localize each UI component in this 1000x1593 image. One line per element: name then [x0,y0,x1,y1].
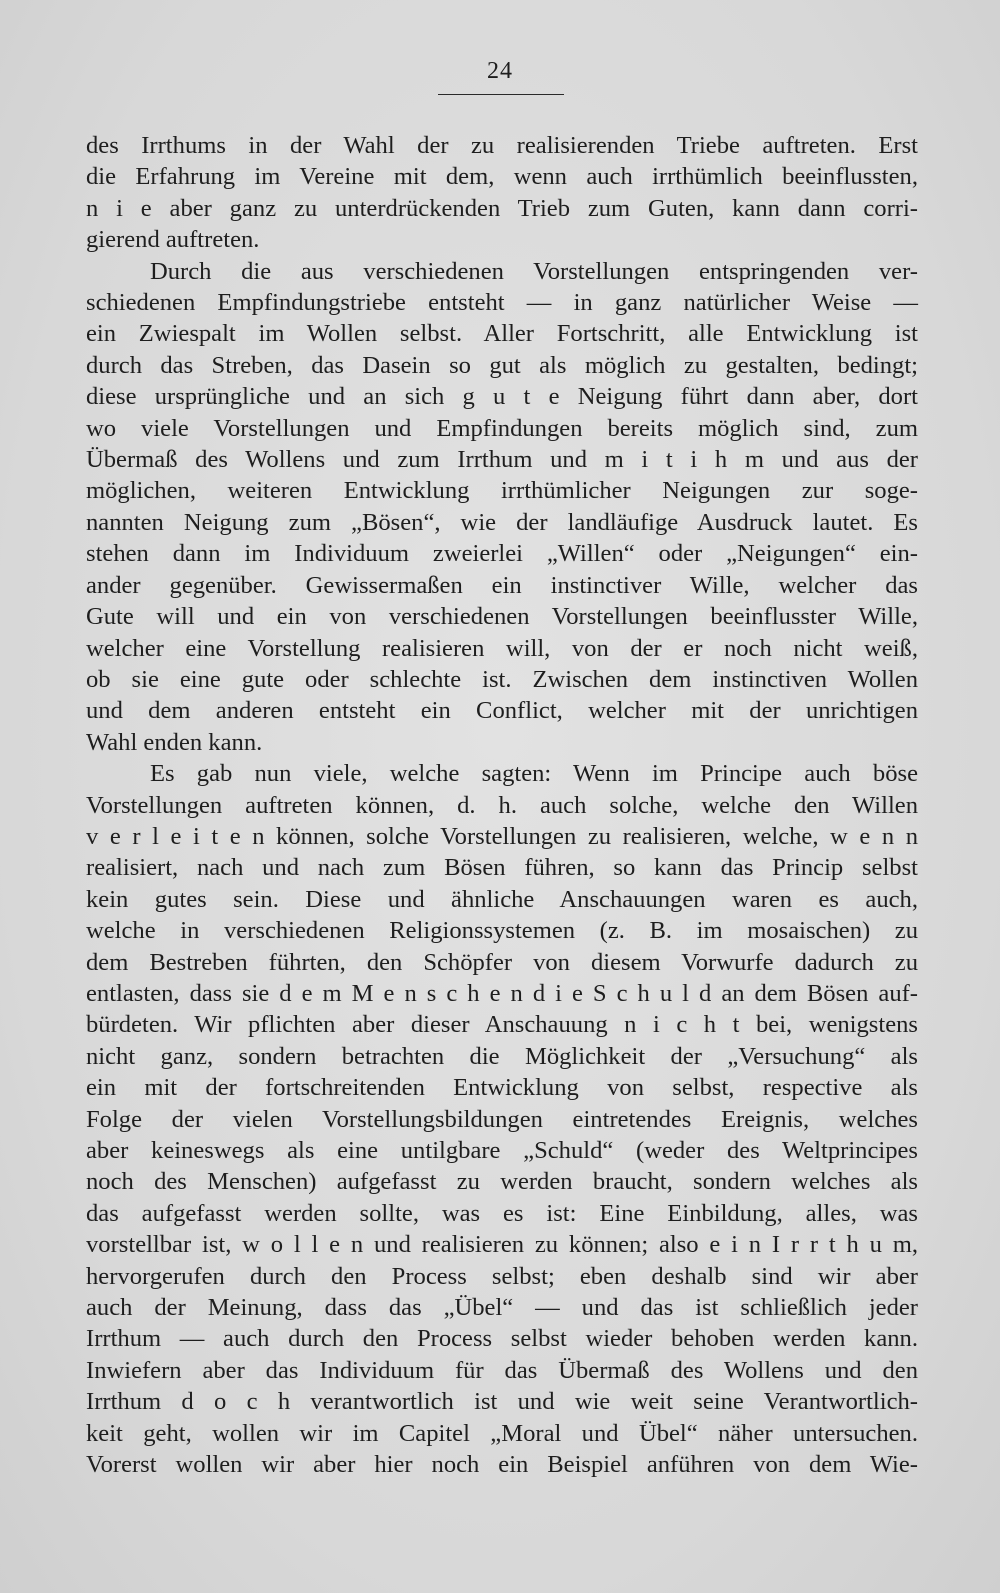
text-line: schiedenen Empfindungstriebe entsteht — in ganz natürlicher Weise — [86,289,918,317]
text-line: möglichen, weiteren Entwicklung irrthümlicher Neigungen zur soge- [86,477,918,505]
text-line: stehen dann im Individuum zweierlei „Willen“ oder „Neigungen“ ein- [86,540,918,568]
text-line: nannten Neigung zum „Bösen“, wie der landläufige Ausdruck lautet. Es [86,508,918,536]
page-number: 24 [487,58,513,84]
text-line: Irrthum — auch durch den Process selbst wieder behoben werden kann. [86,1325,918,1353]
text-line: welche in verschiedenen Religionssystemen (z. B. im mosaischen) zu [86,917,918,945]
text-line: Durch die aus verschiedenen Vorstellungen entspringenden ver- [150,257,918,285]
text-line: hervorgerufen durch den Process selbst; eben deshalb sind wir aber [86,1262,918,1290]
text-line: durch das Streben, das Dasein so gut als möglich zu gestalten, bedingt; [86,351,918,379]
text-line: realisiert, nach und nach zum Bösen führen, so kann das Princip selbst [86,854,918,882]
text-line: v e r l e i t e n können, solche Vorstellungen zu realisieren, welche, w e n n [86,822,918,850]
text-line: Wahl enden kann. [86,728,263,756]
text-line: ein Zwiespalt im Wollen selbst. Aller Fortschritt, alle Entwicklung ist [86,320,918,348]
text-line: diese ursprüngliche und an sich g u t e Neigung führt dann aber, dort [86,383,918,411]
text-line: n i e aber ganz zu unterdrückenden Trieb zum Guten, kann dann corri- [86,194,918,222]
text-line: die Erfahrung im Vereine mit dem, wenn auch irrthümlich beeinflussten, [86,163,918,191]
text-line: Folge der vielen Vorstellungsbildungen eintretendes Ereignis, welches [86,1105,918,1133]
text-line: gierend auftreten. [86,226,260,254]
text-line: noch des Menschen) aufgefasst zu werden braucht, sondern welches als [86,1168,918,1196]
text-line: das aufgefasst werden sollte, was es ist: Eine Einbildung, alles, was [86,1199,918,1227]
text-line: wo viele Vorstellungen und Empfindungen bereits möglich sind, zum [86,414,918,442]
text-line: entlasten, dass sie d e m M e n s c h e n d i e S c h u l d an dem Bösen auf- [86,979,918,1007]
text-line: auch der Meinung, dass das „Übel“ — und das ist schließlich jeder [86,1294,918,1322]
text-line: bürdeten. Wir pflichten aber dieser Anschauung n i c h t bei, wenigstens [86,1011,918,1039]
text-line: Inwiefern aber das Individuum für das Übermaß des Wollens und den [86,1356,918,1384]
text-line: Irrthum d o c h verantwortlich ist und wie weit seine Verantwortlich- [86,1388,918,1416]
text-line: welcher eine Vorstellung realisieren will, von der er noch nicht weiß, [86,634,918,662]
text-line: vorstellbar ist, w o l l e n und realisieren zu können; also e i n I r r t h u m, [86,1231,918,1259]
text-line: kein gutes sein. Diese und ähnliche Anschauungen waren es auch, [86,885,918,913]
text-line: nicht ganz, sondern betrachten die Möglichkeit der „Versuchung“ als [86,1042,918,1070]
text-line: ob sie eine gute oder schlechte ist. Zwischen dem instinctiven Wollen [86,665,918,693]
text-line: keit geht, wollen wir im Capitel „Moral und Übel“ näher untersuchen. [86,1419,918,1447]
text-line: ein mit der fortschreitenden Entwicklung von selbst, respective als [86,1074,918,1102]
text-line: des Irrthums in der Wahl der zu realisierenden Triebe auftreten. Erst [86,132,918,159]
text-line: Vorerst wollen wir aber hier noch ein Beispiel anführen von dem Wie- [86,1451,918,1479]
text-line: und dem anderen entsteht ein Conflict, welcher mit der unrichtigen [86,697,918,725]
text-line: aber keineswegs als eine untilgbare „Schuld“ (weder des Weltprincipes [86,1137,918,1164]
text-line: Es gab nun viele, welche sagten: Wenn im Principe auch böse [150,760,918,788]
text-line: Gute will und ein von verschiedenen Vorstellungen beeinflusster Wille, [86,603,918,631]
text-line: ander gegenüber. Gewissermaßen ein instinctiver Wille, welcher das [86,571,918,599]
text-line: Vorstellungen auftreten können, d. h. auch solche, welche den Willen [86,791,918,819]
text-line: dem Bestreben führten, den Schöpfer von diesem Vorwurfe dadurch zu [86,948,918,976]
text-line: Übermaß des Wollens und zum Irrthum und m i t i h m und aus der [86,446,918,474]
body-text [86,130,918,1480]
header-rule [438,94,564,95]
